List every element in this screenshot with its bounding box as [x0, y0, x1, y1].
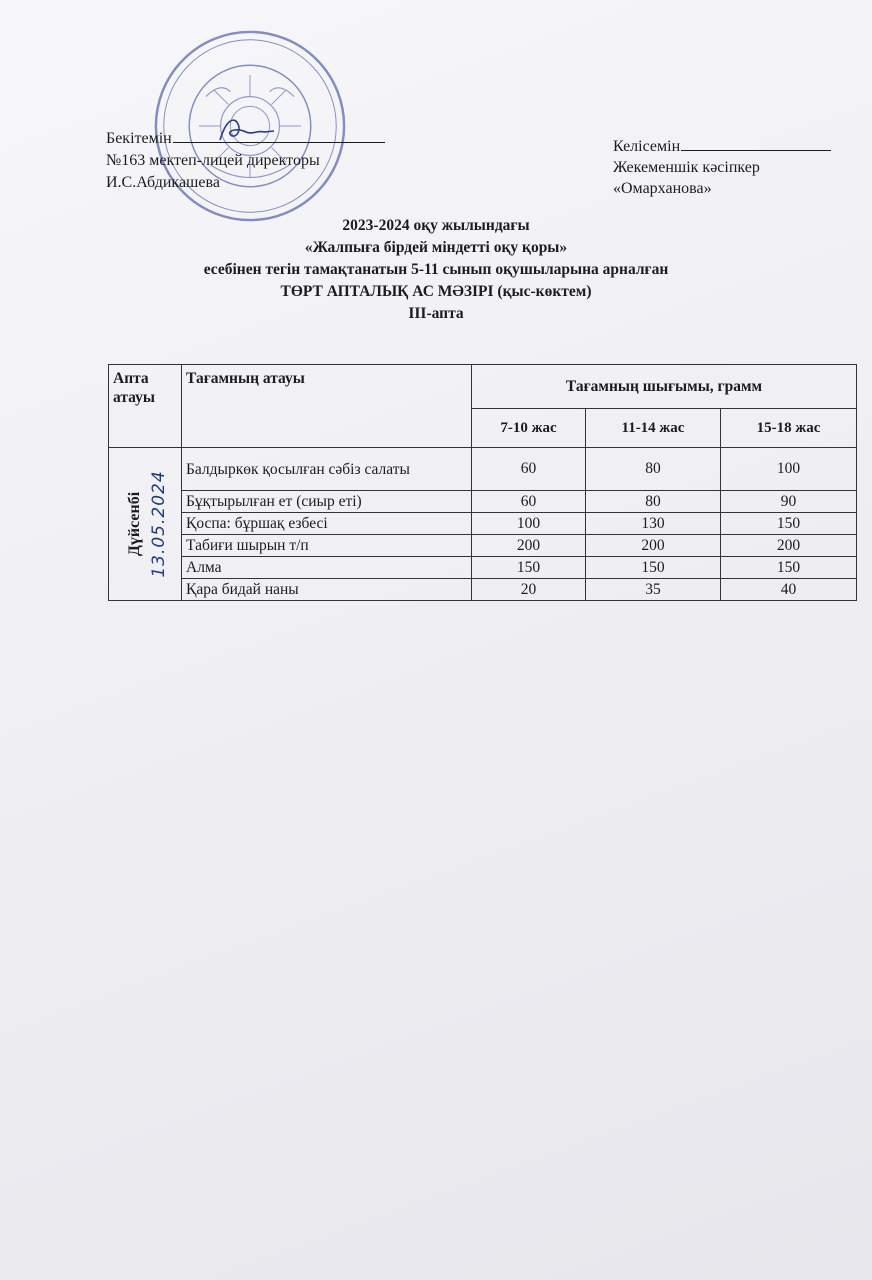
signature-line [173, 130, 385, 143]
table-row [109, 535, 857, 557]
director-name: И.С.Абдикашева [106, 174, 220, 191]
yield-7-10: 60 [472, 491, 586, 513]
yield-15-18: 200 [721, 535, 857, 557]
yield-7-10: 200 [472, 535, 586, 557]
table-header-row [109, 365, 857, 409]
yield-7-10: 20 [472, 579, 586, 601]
yield-15-18: 150 [721, 557, 857, 579]
dish-name: Алма [182, 557, 472, 579]
director-position: №163 мектеп-лицей директоры [106, 152, 320, 169]
table-row [109, 579, 857, 601]
handwritten-date: 13.05.2024 [149, 470, 169, 578]
yield-11-14: 150 [586, 557, 721, 579]
title-line-2: «Жалпыға бірдей міндетті оқу қоры» [304, 239, 568, 256]
menu-table [108, 364, 857, 601]
dish-name: Қоспа: бұршақ езбесі [182, 513, 472, 535]
dish-name: Қара бидай наны [182, 579, 472, 601]
yield-11-14: 130 [586, 513, 721, 535]
day-cell [109, 448, 182, 601]
header-age-11-14: 11-14 жас [586, 409, 721, 448]
table-row [109, 448, 857, 491]
header-dish-name: Тағамның атауы [182, 365, 472, 448]
table-row [109, 557, 857, 579]
approval-block-right [613, 136, 831, 199]
entrepreneur-position: Жекеменшік кәсіпкер [613, 159, 760, 176]
dish-name: Бұқтырылған ет (сиыр еті) [182, 491, 472, 513]
dish-name: Балдыркөк қосылған сәбіз салаты [182, 448, 472, 491]
yield-7-10: 60 [472, 448, 586, 491]
header-age-15-18: 15-18 жас [721, 409, 857, 448]
yield-15-18: 150 [721, 513, 857, 535]
title-line-5: III-апта [408, 305, 464, 322]
yield-7-10: 100 [472, 513, 586, 535]
yield-15-18: 100 [721, 448, 857, 491]
yield-15-18: 90 [721, 491, 857, 513]
table-row [109, 491, 857, 513]
yield-11-14: 80 [586, 491, 721, 513]
day-label: Дүйсенбі [126, 491, 143, 557]
approve-label: Бекітемін [106, 130, 172, 147]
yield-11-14: 35 [586, 579, 721, 601]
title-line-3: есебінен тегін тамақтанатын 5-11 сынып оқушыларына арналған [203, 261, 669, 278]
yield-11-14: 200 [586, 535, 721, 557]
title-line-4: ТӨРТ АПТАЛЫҚ АС МӘЗІРІ (қыс-көктем) [280, 283, 592, 300]
header-age-7-10: 7-10 жас [472, 409, 586, 448]
agree-label: Келісемін [613, 138, 681, 155]
title-line-1: 2023-2024 оқу жылындағы [342, 217, 530, 234]
yield-11-14: 80 [586, 448, 721, 491]
document-title [0, 215, 872, 325]
approval-block-left [106, 128, 385, 194]
yield-15-18: 40 [721, 579, 857, 601]
header-yield: Тағамның шығымы, грамм [472, 365, 857, 409]
signature-line [681, 138, 831, 151]
dish-name: Табиғи шырын т/п [182, 535, 472, 557]
yield-7-10: 150 [472, 557, 586, 579]
entrepreneur-name: «Омарханова» [613, 180, 712, 197]
header-week: Апта атауы [109, 365, 182, 448]
table-row [109, 513, 857, 535]
